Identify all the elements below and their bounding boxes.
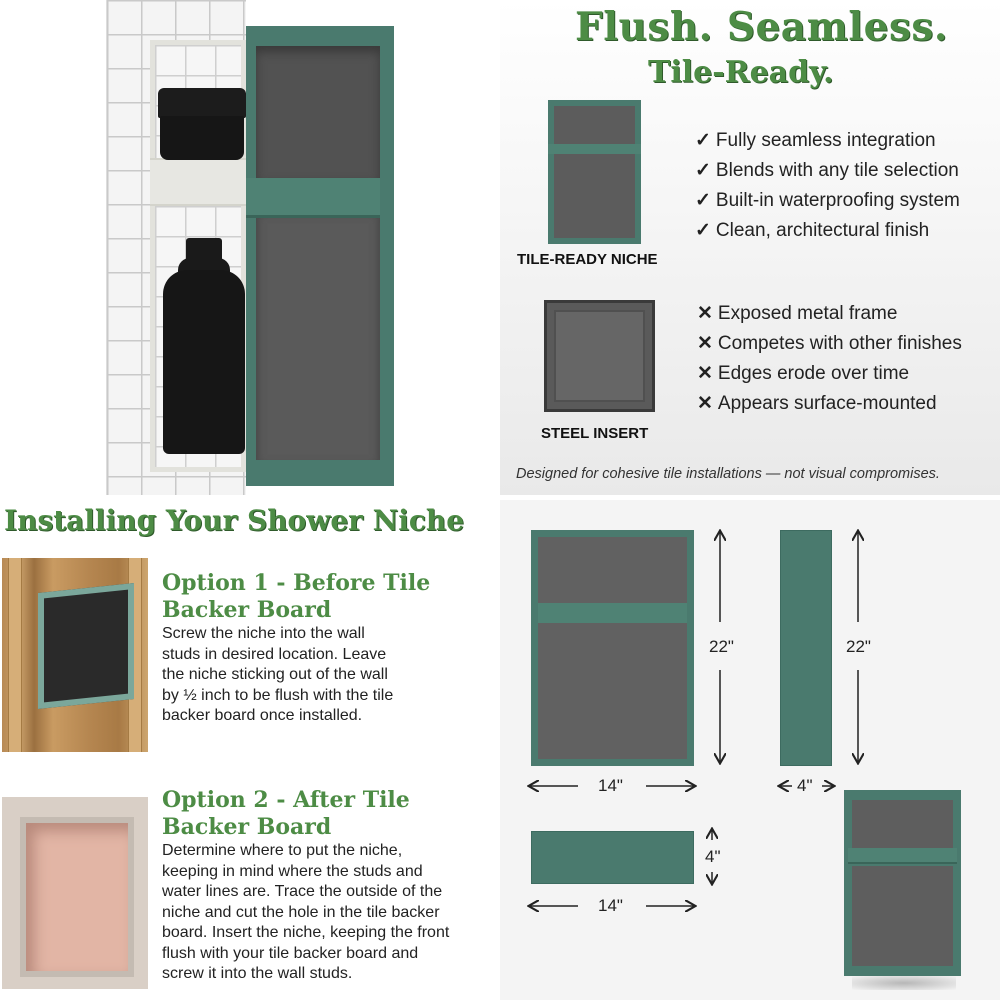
option-2-text: water lines are. Trace the outside of the [162, 883, 443, 900]
option-2-text: screw it into the wall studs. [162, 965, 353, 982]
dimension-arrows [500, 500, 1000, 1000]
front-height-label: 22" [709, 637, 734, 656]
install-photo-before-backer [2, 558, 148, 752]
tagline: Designed for cohesive tile installations — not visual compromises. [516, 466, 940, 482]
headline: Flush. Seamless. [575, 4, 948, 50]
side-depth-label: 4" [797, 776, 813, 795]
feature-item: ✓ Clean, architectural finish [695, 220, 930, 241]
option-2-heading: Option 2 - After Tile [162, 787, 410, 813]
install-photo-after-backer [2, 797, 148, 989]
niche-upper-compartment [256, 46, 380, 178]
steel-insert-caption: STEEL INSERT [541, 425, 649, 442]
side-height-label: 22" [846, 637, 871, 656]
option-2-text: Determine where to put the niche, [162, 842, 403, 859]
x-icon: ✕ [697, 333, 713, 354]
product-photo [0, 0, 500, 500]
option-1-text: studs in desired location. Leave [162, 645, 387, 663]
steel-insert-illustration [544, 300, 655, 412]
front-width-label: 14" [598, 776, 623, 795]
jar-lid [158, 88, 246, 118]
x-icon: ✕ [697, 363, 713, 384]
drawback-item: ✕ Edges erode over time [697, 363, 910, 384]
check-icon: ✓ [695, 160, 711, 181]
option-1-text: Screw the niche into the wall [162, 625, 365, 642]
drawback-item: ✕ Competes with other finishes [697, 333, 962, 354]
tile-ready-caption: TILE-READY NICHE [517, 251, 658, 268]
option-2-text: flush with your tile backer board and [162, 944, 419, 962]
option-2-text: keeping in mind where the studs and [162, 862, 423, 880]
check-icon: ✓ [695, 190, 711, 211]
steel-insert-drawbacks [697, 299, 962, 419]
option-1-heading: Option 1 - Before Tile [162, 570, 431, 596]
tile-ready-niche-illustration [548, 100, 641, 244]
drawback-item: ✕ Exposed metal frame [697, 303, 898, 324]
option-1-text: the niche sticking out of the wall [162, 666, 388, 683]
option-1-text: backer board once installed. [162, 707, 363, 724]
tiled-shelf [150, 158, 246, 206]
green-niche-frame [246, 26, 394, 486]
x-icon: ✕ [697, 393, 713, 414]
option-1 [162, 570, 430, 727]
option-1-heading: Backer Board [162, 597, 332, 623]
check-icon: ✓ [695, 130, 711, 151]
option-2-text: niche and cut the hole in the tile backer [162, 903, 440, 921]
niche-shelf [246, 178, 380, 218]
jar [160, 116, 244, 160]
option-2 [162, 787, 449, 985]
feature-item: ✓ Fully seamless integration [695, 130, 936, 151]
subheadline: Tile-Ready. [648, 55, 834, 90]
shelf-depth-label: 4" [705, 847, 721, 866]
niche-lower-compartment [256, 206, 380, 460]
option-2-text: board. Insert the niche, keeping the front [162, 924, 450, 941]
option-2-heading: Backer Board [162, 814, 332, 840]
x-icon: ✕ [697, 303, 713, 324]
install-title: Installing Your Shower Niche [4, 504, 465, 537]
check-icon: ✓ [695, 220, 711, 241]
bottle [163, 270, 245, 454]
drawback-item: ✕ Appears surface-mounted [697, 393, 937, 414]
feature-item: ✓ Blends with any tile selection [695, 160, 959, 181]
feature-item: ✓ Built-in waterproofing system [695, 190, 960, 211]
shelf-width-label: 14" [598, 896, 623, 915]
option-1-text: by ½ inch to be flush with the tile [162, 686, 394, 704]
tile-ready-features [695, 126, 960, 246]
